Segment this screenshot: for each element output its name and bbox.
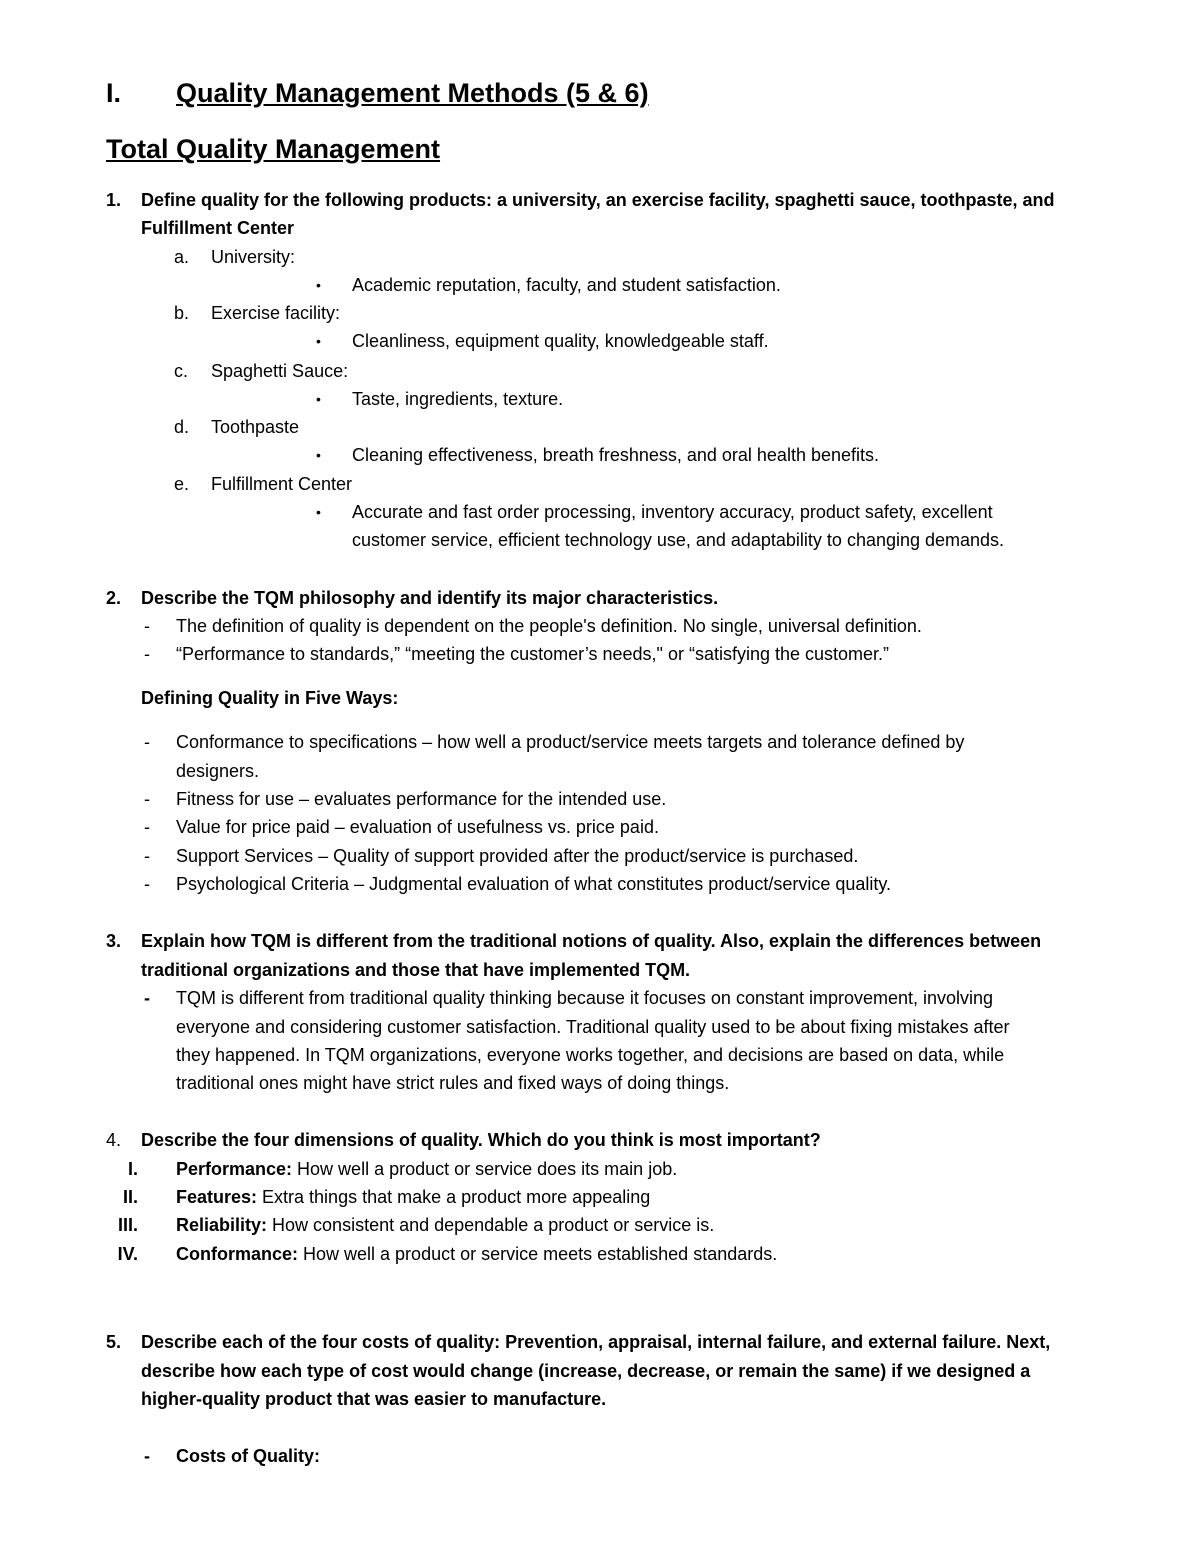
- list-marker: d.: [174, 417, 190, 437]
- dimension-term: Reliability:: [176, 1215, 268, 1235]
- dimension-desc: How well a product or service does its main job.: [292, 1159, 678, 1179]
- question-text: Describe each of the four costs of quality: Prevention, appraisal, internal failure, and external failure. Next,: [141, 1332, 1051, 1352]
- dimension-item: [176, 1160, 677, 1178]
- roman-numeral: IV.: [117, 1244, 138, 1264]
- dash-marker: -: [144, 1446, 150, 1466]
- section-title: [176, 80, 649, 107]
- question-number: 2.: [106, 588, 122, 608]
- list-item: “Performance to standards,” “meeting the customer’s needs," or “satisfying the customer.”: [176, 644, 890, 664]
- dash-marker: -: [144, 988, 150, 1008]
- dimension-desc: Extra things that make a product more appealing: [257, 1187, 651, 1207]
- answer-text: they happened. In TQM organizations, everyone works together, and decisions are based on data, while: [176, 1045, 1005, 1065]
- list-item-label: Toothpaste: [211, 417, 300, 437]
- dash-marker: -: [144, 789, 150, 809]
- dimension-desc: How consistent and dependable a product or service is.: [267, 1215, 715, 1235]
- list-item: Value for price paid – evaluation of usefulness vs. price paid.: [176, 817, 659, 837]
- roman-numeral: II.: [122, 1187, 138, 1207]
- list-item: Psychological Criteria – Judgmental evaluation of what constitutes product/service quality.: [176, 874, 892, 894]
- bullet-text: Academic reputation, faculty, and student satisfaction.: [352, 275, 781, 295]
- question-text: Define quality for the following products: a university, an exercise facility, spaghetti sauce, toothpaste, and: [141, 190, 1055, 210]
- answer-text: TQM is different from traditional quality thinking because it focuses on constant improvement, involving: [176, 988, 994, 1008]
- list-marker: e.: [174, 474, 190, 494]
- dash-marker: -: [144, 616, 150, 636]
- dimension-term: Conformance:: [176, 1244, 299, 1264]
- bullet-dot: •: [316, 447, 321, 463]
- list-item-label: Spaghetti Sauce:: [211, 361, 349, 381]
- question-text: Fulfillment Center: [141, 218, 295, 238]
- roman-numeral: III.: [117, 1215, 138, 1235]
- question-text: higher-quality product that was easier to manufacture.: [141, 1389, 607, 1409]
- bullet-text: Accurate and fast order processing, inventory accuracy, product safety, excellent: [352, 502, 993, 522]
- dash-marker: -: [144, 644, 150, 664]
- dimension-term: Features:: [176, 1187, 258, 1207]
- list-item: Conformance to specifications – how well a product/service meets targets and tolerance defined by: [176, 732, 965, 752]
- dimension-item: [176, 1188, 650, 1206]
- dimension-desc: How well a product or service meets established standards.: [298, 1244, 778, 1264]
- section-numeral: I.: [106, 78, 122, 108]
- bullet-dot: •: [316, 277, 321, 293]
- dash-marker: -: [144, 874, 150, 894]
- answer-text: traditional ones might have strict rules and fixed ways of doing things.: [176, 1073, 730, 1093]
- list-item: designers.: [176, 761, 260, 781]
- list-item-label: Exercise facility:: [211, 303, 341, 323]
- dimension-item: [176, 1216, 714, 1234]
- question-number: 5.: [106, 1332, 122, 1352]
- list-marker: b.: [174, 303, 190, 323]
- subheading: Defining Quality in Five Ways:: [141, 688, 399, 708]
- dash-marker: -: [144, 846, 150, 866]
- question-text: describe how each type of cost would change (increase, decrease, or remain the same) if we designed a: [141, 1361, 1031, 1381]
- page-subtitle: Total Quality Management: [106, 134, 441, 164]
- dimension-term: Performance:: [176, 1159, 293, 1179]
- dash-marker: -: [144, 732, 150, 752]
- question-number: 3.: [106, 931, 122, 951]
- bullet-text: Cleaning effectiveness, breath freshness, and oral health benefits.: [352, 445, 880, 465]
- question-text: Explain how TQM is different from the traditional notions of quality. Also, explain the differences between: [141, 931, 1042, 951]
- question-number: 1.: [106, 190, 122, 210]
- list-item: The definition of quality is dependent on the people's definition. No single, universal definition.: [176, 616, 922, 636]
- question-text: Describe the TQM philosophy and identify its major characteristics.: [141, 588, 719, 608]
- section-title-text: Quality Management Methods (5 & 6): [176, 78, 649, 108]
- bullet-dot: •: [316, 504, 321, 520]
- dash-marker: -: [144, 817, 150, 837]
- list-item-label: Fulfillment Center: [211, 474, 353, 494]
- list-item-label: University:: [211, 247, 296, 267]
- question-text: Describe the four dimensions of quality. Which do you think is most important?: [141, 1130, 821, 1150]
- bullet-text: Cleanliness, equipment quality, knowledgeable staff.: [352, 331, 769, 351]
- bullet-dot: •: [316, 333, 321, 349]
- answer-text: everyone and considering customer satisfaction. Traditional quality used to be about fixing mistakes after: [176, 1017, 1010, 1037]
- dimension-item: [176, 1245, 777, 1263]
- roman-numeral: I.: [127, 1159, 138, 1179]
- bullet-text: Taste, ingredients, texture.: [352, 389, 564, 409]
- list-marker: c.: [174, 361, 189, 381]
- list-item: Fitness for use – evaluates performance for the intended use.: [176, 789, 667, 809]
- bullet-text: customer service, efficient technology use, and adaptability to changing demands.: [352, 530, 1005, 550]
- bullet-dot: •: [316, 391, 321, 407]
- question-text: traditional organizations and those that have implemented TQM.: [141, 960, 691, 980]
- list-item: Support Services – Quality of support provided after the product/service is purchased.: [176, 846, 859, 866]
- costs-label: Costs of Quality:: [176, 1446, 321, 1466]
- list-marker: a.: [174, 247, 190, 267]
- question-number: 4.: [106, 1130, 122, 1150]
